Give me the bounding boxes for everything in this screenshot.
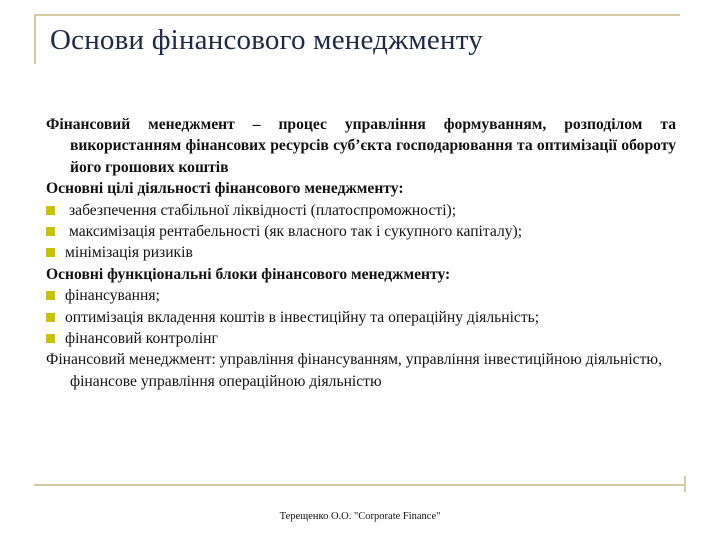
block-item-text: оптимізація вкладення коштів в інвестиційну та операційну діяльність; <box>65 308 540 326</box>
closing-paragraph: Фінансовий менеджмент: управління фінансуванням, управління інвестиційною діяльністю, фінансове управління операційною діяльністю <box>46 351 662 390</box>
square-bullet-icon <box>46 313 55 322</box>
goal-item-text: максимізація рентабельності (як власного так і сукупного капіталу); <box>69 223 523 241</box>
block-item <box>46 285 676 306</box>
square-bullet-icon <box>46 248 55 257</box>
goal-item <box>46 221 676 242</box>
square-bullet-icon <box>46 206 55 215</box>
definition-paragraph <box>46 114 676 178</box>
footer-divider-tick <box>684 476 686 492</box>
slide-content <box>46 114 676 392</box>
goals-heading: Основні цілі діяльності фінансового менеджменту: <box>46 180 404 198</box>
block-item-text: фінансування; <box>65 287 160 305</box>
square-bullet-icon <box>46 227 55 236</box>
block-item <box>46 307 676 328</box>
block-item-text: фінансовий контролінг <box>65 330 218 348</box>
goal-item-text: мінімізація ризиків <box>65 244 193 262</box>
blocks-heading: Основні функціональні блоки фінансового менеджменту: <box>46 265 451 283</box>
definition-term: Фінансовий менеджмент <box>46 116 235 133</box>
block-item <box>46 328 676 349</box>
definition-text: – процес управління формуванням, розподілом та використанням фінансових ресурсів суб’єкта господарювання та оптимізації обороту його грошових коштів <box>70 116 676 176</box>
goal-item-text: забезпечення стабільної ліквідності (платоспроможності); <box>69 201 457 219</box>
footer-credit: Терещенко О.О. "Corporate Finance" <box>279 511 441 522</box>
slide-title: Основи фінансового менеджменту <box>50 24 483 56</box>
square-bullet-icon <box>46 291 55 300</box>
footer-divider <box>34 484 684 486</box>
square-bullet-icon <box>46 334 55 343</box>
goal-item <box>46 242 676 263</box>
goal-item <box>46 200 676 221</box>
